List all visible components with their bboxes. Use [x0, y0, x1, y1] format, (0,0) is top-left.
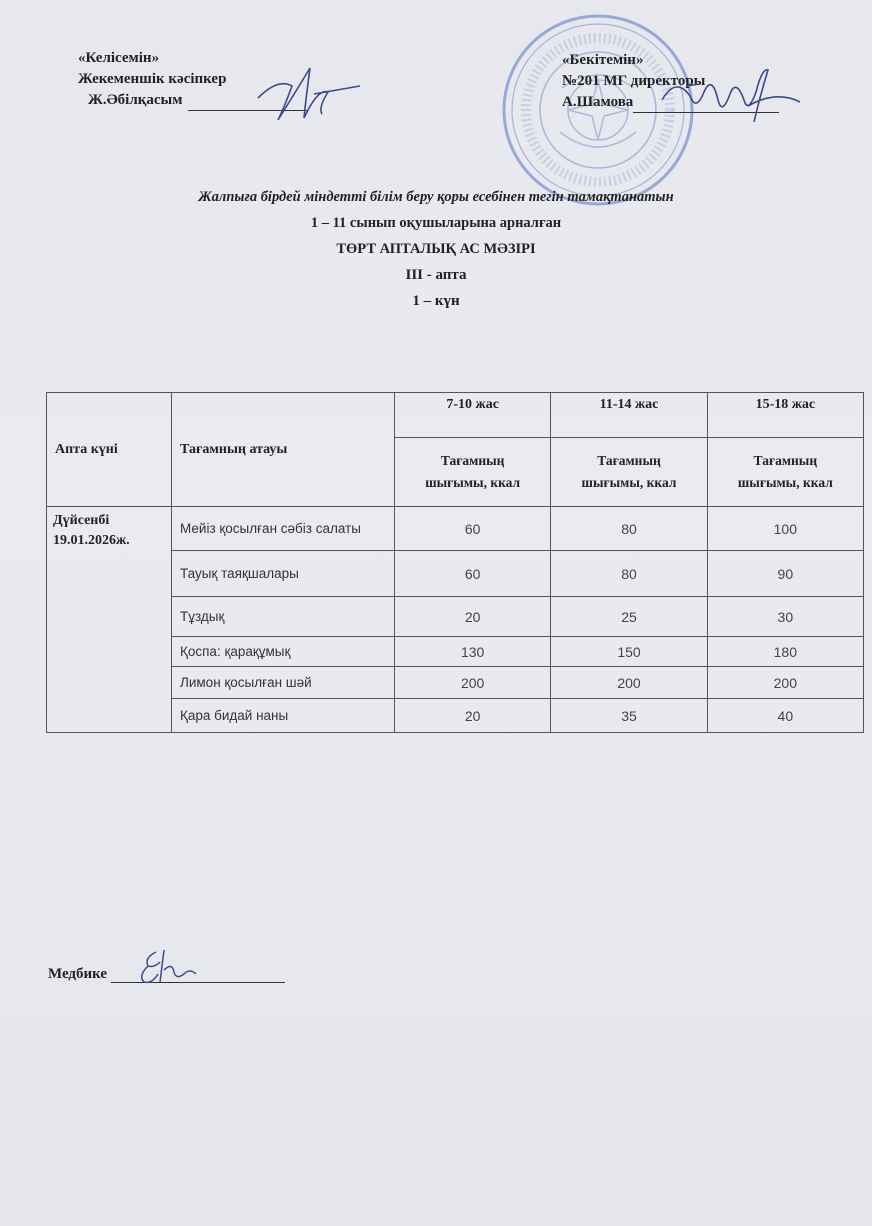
column-subheader-yield — [551, 438, 707, 507]
day-name: Дүйсенбі — [53, 513, 110, 528]
column-header-dish: Тағамның атауы — [172, 393, 395, 507]
title-line-3: ТӨРТ АПТАЛЫҚ АС МӘЗІРІ — [336, 241, 536, 257]
column-subheader-yield — [395, 438, 551, 507]
agreement-signer-name: Ж.Әбілқасым — [88, 92, 183, 108]
column-header-age-7-10: 7-10 жас — [395, 393, 551, 438]
day-label: 1 – күн — [412, 293, 460, 309]
subheader-line-2: шығымы, ккал — [425, 475, 521, 490]
kcal-7-10: 60 — [395, 507, 551, 551]
dish-name: Тұздық — [172, 597, 395, 637]
subheader-line-1: Тағамның — [597, 453, 661, 468]
approval-heading: «Бекітемін» — [562, 52, 644, 68]
kcal-15-18: 200 — [707, 667, 863, 699]
kcal-11-14: 80 — [551, 507, 707, 551]
dish-name: Лимон қосылған шәй — [172, 667, 395, 699]
dish-name: Қара бидай наны — [172, 699, 395, 733]
kcal-7-10: 130 — [395, 637, 551, 667]
column-subheader-yield — [707, 438, 863, 507]
kcal-7-10: 200 — [395, 667, 551, 699]
approval-signer-name: А.Шамова — [562, 94, 634, 110]
day-date: 19.01.2026ж. — [53, 533, 130, 548]
dish-name: Қоспа: қарақұмық — [172, 637, 395, 667]
title-line-1: Жалпыға бірдей міндетті білім беру қоры есебінен тегін тамақтанатын — [198, 189, 674, 205]
subheader-line-2: шығымы, ккал — [737, 475, 833, 490]
kcal-11-14: 200 — [551, 667, 707, 699]
day-cell — [47, 507, 172, 733]
handwritten-signature-left — [248, 58, 366, 128]
nurse-label: Медбике — [48, 966, 108, 982]
menu-title-block — [0, 184, 872, 314]
handwritten-signature-nurse — [134, 944, 204, 988]
subheader-line-1: Тағамның — [440, 453, 505, 468]
kcal-15-18: 90 — [707, 551, 863, 597]
menu-table — [46, 392, 864, 733]
subheader-line-2: шығымы, ккал — [581, 475, 677, 490]
dish-name: Тауық таяқшалары — [172, 551, 395, 597]
handwritten-signature-right — [656, 56, 806, 130]
subheader-line-1: Тағамның — [753, 453, 818, 468]
column-header-age-11-14: 11-14 жас — [551, 393, 707, 438]
kcal-7-10: 20 — [395, 699, 551, 733]
kcal-15-18: 40 — [707, 699, 863, 733]
week-label: ІІІ - апта — [405, 267, 467, 283]
table-row — [47, 507, 864, 551]
kcal-15-18: 30 — [707, 597, 863, 637]
approval-position: №201 МГ директоры — [562, 73, 706, 89]
agreement-heading: «Келісемін» — [78, 50, 160, 66]
kcal-15-18: 100 — [707, 507, 863, 551]
column-header-age-15-18: 15-18 жас — [707, 393, 863, 438]
kcal-7-10: 20 — [395, 597, 551, 637]
column-header-day: Апта күні — [47, 393, 172, 507]
table-header-row — [47, 393, 864, 438]
kcal-15-18: 180 — [707, 637, 863, 667]
kcal-11-14: 35 — [551, 699, 707, 733]
dish-name: Мейіз қосылған сәбіз салаты — [172, 507, 395, 551]
kcal-11-14: 25 — [551, 597, 707, 637]
kcal-11-14: 80 — [551, 551, 707, 597]
title-line-2: 1 – 11 сынып оқушыларына арналған — [310, 215, 562, 231]
kcal-11-14: 150 — [551, 637, 707, 667]
agreement-position: Жекеменшік кәсіпкер — [78, 71, 227, 87]
kcal-7-10: 60 — [395, 551, 551, 597]
